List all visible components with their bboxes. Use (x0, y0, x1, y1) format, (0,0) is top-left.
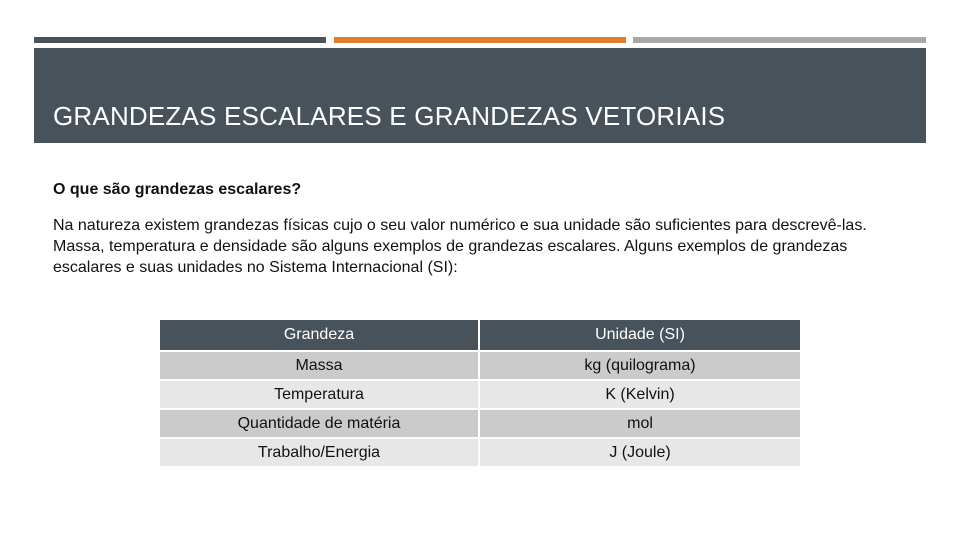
question-heading: O que são grandezas escalares? (53, 181, 302, 198)
accent-bar-orange (334, 37, 626, 43)
table-row (160, 380, 800, 409)
cell-unidade: kg (quilograma) (479, 351, 800, 380)
table-row (160, 438, 800, 466)
cell-unidade: mol (479, 409, 800, 438)
cell-grandeza: Trabalho/Energia (160, 438, 479, 466)
body-paragraph: Na natureza existem grandezas físicas cujo o seu valor numérico e sua unidade são suficientes para descrevê-las. Massa, temperatura e densidade são alguns exemplos de grandezas escalares. Alguns exemplos de grandezas escalares e suas unidades no Sistema Internacional (SI): (53, 217, 867, 276)
table-row (160, 351, 800, 380)
table-header-row (160, 320, 800, 351)
cell-unidade: J (Joule) (479, 438, 800, 466)
slide-title: GRANDEZAS ESCALARES E GRANDEZAS VETORIAIS (53, 101, 726, 131)
cell-unidade: K (Kelvin) (479, 380, 800, 409)
cell-grandeza: Temperatura (160, 380, 479, 409)
table-row (160, 409, 800, 438)
column-header-grandeza: Grandeza (160, 320, 479, 351)
units-table (160, 320, 800, 466)
accent-bar-gray (633, 37, 926, 43)
accent-bar-dark (34, 37, 326, 43)
title-band (34, 48, 926, 143)
cell-grandeza: Quantidade de matéria (160, 409, 479, 438)
cell-grandeza: Massa (160, 351, 479, 380)
column-header-unidade: Unidade (SI) (479, 320, 800, 351)
